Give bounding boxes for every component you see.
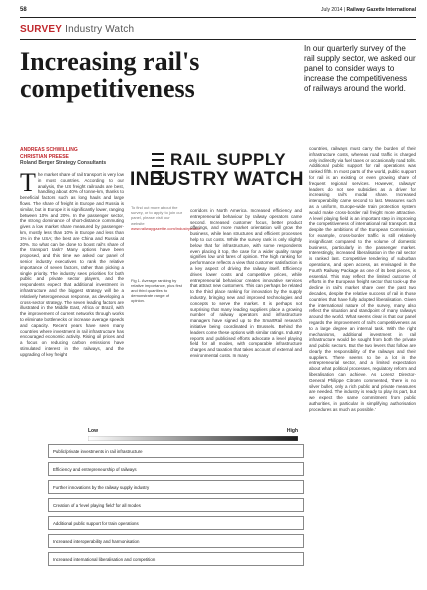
author-1: ANDREAS SCHWILLING (20, 147, 78, 153)
sidebar-link[interactable]: www.railwaygazette.com/industrywatch (131, 225, 201, 231)
scale-low-label: Low (88, 428, 98, 434)
chart-row-label: Increased international liberalisation and competition (48, 552, 304, 566)
section-kicker: SURVEY (20, 24, 63, 35)
page-number: 58 (20, 7, 27, 13)
header-rule (20, 17, 416, 18)
sidebar-note (131, 205, 201, 231)
body-column-2: corridors in North America. Increased efficiency and entrepreneurial behaviour by railway operators came second. Increased customer focus, better product offerings, and more market orientation will grow the business, while lean structures and efficient processes help to cut costs. While the survey rank is only slightly below that for infrastructure, with some respondents even placing it top, the case for a wider quality range signifies low unit fares of opinion. The high ranking for performance reflects a view that customer satisfaction is a key aspect of driving the railway itself. Efficiency drives lower costs and competitive prices, while entrepreneurial behaviour creates innovative services that attract new customers. This can perhaps be related to the third place ranking for innovation by the supply industry, bringing new and improved technologies and concepts to serve the market. It is perhaps not surprising that many leading suppliers place a growing number of railway operators and infrastructure managers have signed up to the SmartRail research initiative being coordinated in Brussels. Behind the leaders come these options with similar ratings. Industry reports and publicised efforts advocate a level playing field for all modes, with comparable infrastructure charges and taxation that takes account of external and environmental costs. In many (190, 208, 302, 358)
author-2: CHRISTIAN PREESE (20, 153, 69, 160)
chart-scale (48, 428, 304, 442)
chart-row-label: Creation of a 'level playing field' for all modes (48, 498, 304, 512)
header-publication-line: July 2014 | Railway Gazette International (321, 7, 416, 13)
column-1-text: he market share of rail transport is very low in most countries. According to our analysis, the US freight railroads are best, handling about 40% of tonne-km, thanks to beneficial factors such as long hauls and large flows. The share of freight in Europe and Russia is similar, but in Europe it is significantly lower, ranging between 10% and 20%. In the passenger sector, the strong dominance of short-distance commuting gives a low market share measured by passenger-km, mostly less than 10% in Europe and less than 1% in the USA; the best are China and Russia at 20%. So what can be done to boost rail's share of the transport task? Many options have been proposed, and this time we asked our panel of senior industry executives to rank the relative importance of seven factors, rather than picking a single priority. The industry sees priorities for both public and private sector players, and the respondents expect that additional investment in infrastructure and the biggest strategy will be a relatively heterogeneous response, as developing a cross-sector strategy. The seven leading factors are illustrated in the Middle East, Africa or Brazil, with the improvement of current networks through works to eliminate bottlenecks or increase average speeds and capacity. Recent years have seen many countries where investment in rail infrastructure has encouraged economic activity. Rising oil prices and a focus on reducing carbon emissions have stimulated interest in the railways, and the upgrading of key freight (20, 172, 124, 357)
body-column-3: countries, railways must carry the burden of their infrastructure costs, whereas road traffic is charged only indirectly via fuel taxes or occasionally road tolls. Additional public support for rail operations was ranked fifth. In most parts of the world, public support for rail is an existing or even growing share of frequent regional services. However, railways' leaders do not see subsidies as a driver for increasing rail's modal share. Increased interoperability came second to last. Measures such as a uniform, Europe-wide train protection system would make cross-border rail freight more attractive. A level playing field is an important step in improving the competitiveness of international rail transport. But despite the ambitions of the European Commission, for example, cross-border traffic is still relatively insignificant compared to the volume of domestic business, particularly in the passenger market. Interestingly, increased liberalisation in the rail sector is ranked last. Competitive tendering of suburban operations, and open access, as envisaged in the Fourth Railway Package as one of its best pieces, is essential. This may reflect the limited outcome of efforts in the European freight sector that took-up the decline in rail's market share over the past two decades, despite the relative success of rail in those countries that have fully adopted liberalisation. Given the international nature of the survey, many also reflect the situation and standpoint of many railways around the world. What seems clear is that our panel regards the improvement of rail's competitiveness as to a large degree an internal task. With the right mechanisms, additional investment in rail infrastructure would be sought from both the private and public sectors. But the two levers that follow are clearly the responsibility of the railways and their suppliers. There seems to be a lot in the entrepreneurial sector, and a limited expectation about what political processes, regulatory reform and liberalisation can achieve. As Lorenz Director-General Philippe Citroën commented, 'there is no silver bullet, only a rich public and private measures are needed. The industry is ready to play its part, but we expect the same commitment from public authorities, in particular in simplifying authorisation procedures as much as possible.' (309, 146, 416, 412)
standfirst: In our quarterly survey of the rail supply sector, we asked our panel to consider ways to increase the competitiveness of railways around the world. (304, 44, 416, 93)
section-rule (20, 39, 416, 40)
article-title (20, 48, 280, 102)
page-header (20, 6, 416, 16)
chart-row-label: Further innovations by the railway supply industry (48, 480, 304, 494)
figure-caption: Fig 1. Average ranking by relative importance, plus first and third quartiles to demonstrate range of opinion. (131, 278, 182, 303)
chart-row-label: Efficiency and entrepreneurship of railways (48, 462, 304, 476)
chart-row-label: Additional public support for train operations (48, 516, 304, 530)
chart-row-label: Increased interoperability and harmonisation (48, 534, 304, 548)
header-publication: Railway Gazette International (346, 7, 416, 13)
scale-high-label: High (286, 428, 298, 434)
byline (20, 147, 140, 167)
logo-line-1: RAIL SUPPLY (170, 150, 287, 169)
header-date: July 2014 (321, 7, 343, 13)
scale-gradient-bar (88, 436, 298, 441)
title-line-1: Increasing rail's (20, 47, 200, 76)
logo-line-2: INDUSTRY WATCH (130, 169, 304, 190)
chart-row-label: Public/private investments in rail infrastructure (48, 444, 304, 458)
industry-watch-logo (130, 150, 304, 208)
drop-cap: T (20, 168, 36, 197)
title-line-2: competitiveness (20, 74, 195, 103)
section-heading (20, 24, 134, 35)
section-name: Industry Watch (65, 24, 135, 35)
sidebar-text: To find out more about the survey, or to apply to join our panel, please visit our website (131, 205, 183, 226)
ranking-chart (48, 428, 304, 578)
author-firm: Roland Berger Strategy Consultants (20, 160, 107, 166)
body-column-1 (20, 168, 124, 358)
